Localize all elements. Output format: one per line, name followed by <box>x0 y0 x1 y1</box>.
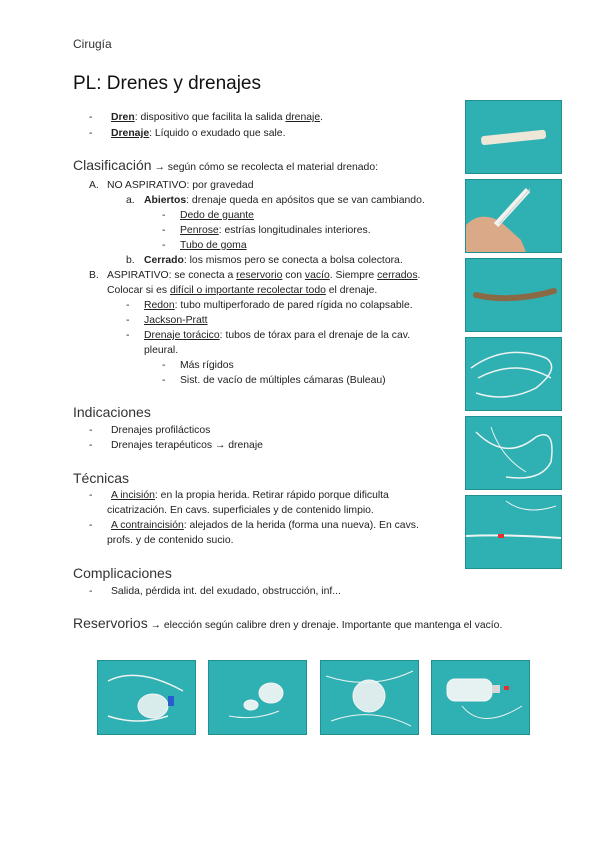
list-item: - Jackson-Pratt <box>126 315 208 326</box>
list-item: - Drenaje torácico: tubos de tórax para el drenaje de la cav. <box>126 330 411 341</box>
section-complicaciones: Complicaciones <box>73 565 172 581</box>
photo-reservorio-4 <box>431 660 530 735</box>
section-clasificacion: Clasificación → según cómo se recolecta el material drenado: <box>73 157 378 173</box>
photo-penrose <box>465 179 562 253</box>
list-item: - Drenajes terapéuticos → drenaje <box>89 440 263 451</box>
page-title: PL: Drenes y drenajes <box>73 73 261 94</box>
list-item: - Más rígidos <box>162 360 234 371</box>
clasificacion-a-cerrado: b. Cerrado: los mismos pero se conecta a bolsa colectora. <box>126 255 403 266</box>
list-item: - Penrose: estrías longitudinales interiores. <box>162 225 371 236</box>
list-item: - Tubo de goma <box>162 240 247 251</box>
photo-reservorio-2 <box>208 660 307 735</box>
photo-reservorio-1 <box>97 660 196 735</box>
list-item-continuation: profs. y de contenido sucio. <box>107 535 234 546</box>
list-item-continuation: pleural. <box>144 345 179 356</box>
photo-redon <box>465 337 562 411</box>
list-item: - Drenajes profilácticos <box>89 425 211 436</box>
photo-jackson-pratt <box>465 416 562 490</box>
definition-dren: - Dren: dispositivo que facilita la salida drenaje. <box>89 112 323 123</box>
list-item: - A contraincisión: alejados de la herida (forma una nueva). En cavs. <box>89 520 419 531</box>
list-item: - Dedo de guante <box>162 210 254 221</box>
photo-tubo-de-goma <box>465 258 562 332</box>
clasificacion-a-abiertos: a. Abiertos: drenaje queda en apósitos que se van cambiando. <box>126 195 425 206</box>
photo-dedo-de-guante <box>465 100 562 174</box>
definition-drenaje: - Drenaje: Líquido o exudado que sale. <box>89 128 286 139</box>
list-item: - Redon: tubo multiperforado de pared rígida no colapsable. <box>126 300 413 311</box>
photo-drenaje-toracico <box>465 495 562 569</box>
section-reservorios: Reservorios → elección según calibre dren y drenaje. Importante que mantenga el vacío. <box>73 615 503 631</box>
list-item-continuation: cicatrización. En cavs. superficiales y de contenido limpio. <box>107 505 374 516</box>
list-item: - Salida, pérdida int. del exudado, obstrucción, inf... <box>89 586 341 597</box>
section-tecnicas: Técnicas <box>73 470 130 486</box>
clasificacion-a: A. NO ASPIRATIVO: por gravedad <box>89 180 254 191</box>
clasificacion-b: B. ASPIRATIVO: se conecta a reservorio con vacío. Siempre cerrados. <box>89 270 421 281</box>
page-header: Cirugía <box>73 37 112 51</box>
list-item: - A incisión: en la propia herida. Retirar rápido porque dificulta <box>89 490 389 501</box>
photo-reservorio-3 <box>320 660 419 735</box>
list-item: - Sist. de vacío de múltiples cámaras (Buleau) <box>162 375 386 386</box>
clasificacion-b-line2: Colocar si es difícil o importante recolectar todo el drenaje. <box>107 285 378 296</box>
section-indicaciones: Indicaciones <box>73 404 151 420</box>
